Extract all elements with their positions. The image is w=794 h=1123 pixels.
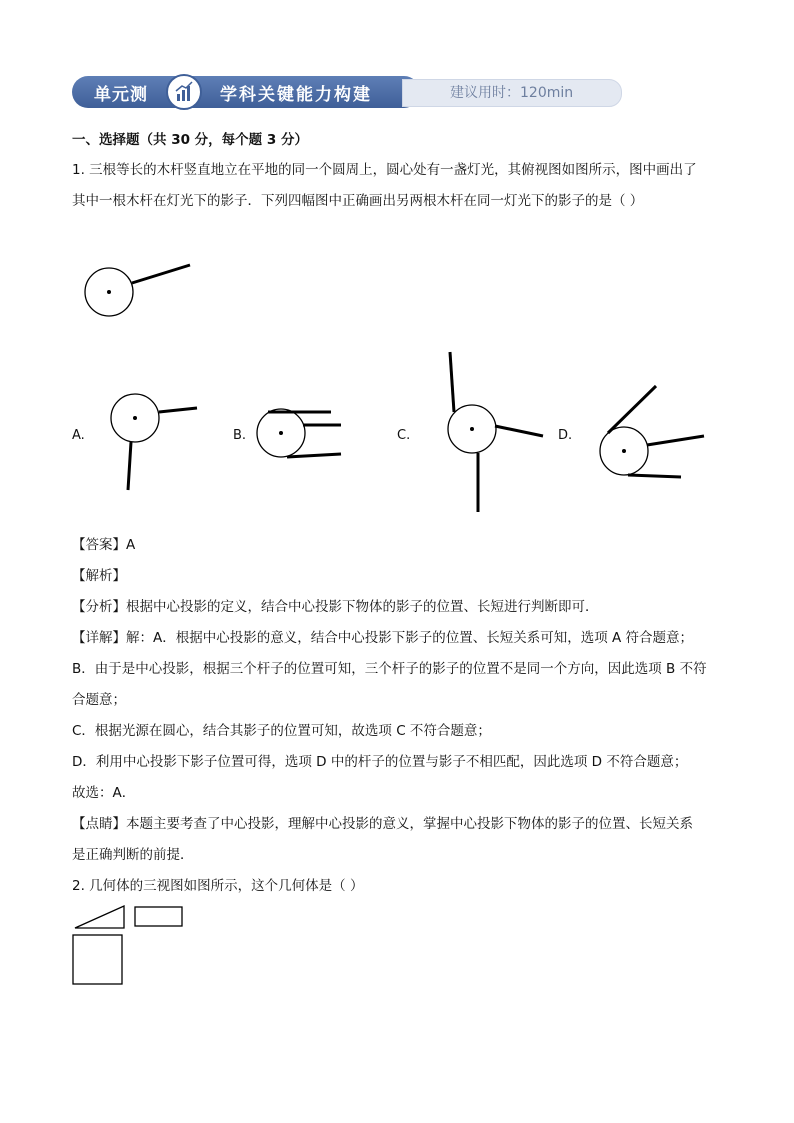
q1-dianjing1: 【点睛】本题主要考查了中心投影，理解中心投影的意义，掌握中心投影下物体的影子的位置、长短关系 <box>72 816 693 832</box>
option-c-figure <box>448 352 543 512</box>
option-b-figure <box>257 409 341 457</box>
q1-c-line: C．根据光源在圆心，结合其影子的位置可知，故选项 C 不符合题意； <box>72 723 491 739</box>
reference-figure <box>85 265 190 316</box>
q1-dianjing2: 是正确判断的前提． <box>72 847 194 863</box>
q1-b-line2: 合题意； <box>72 692 126 708</box>
q2-three-view-figure <box>73 906 182 984</box>
q1-xiangjie: 【详解】解：A．根据中心投影的意义，结合中心投影下影子的位置、长短关系可知，选项 A 符合题意； <box>72 630 694 646</box>
section-heading: 一、选择题（共 30 分，每个题 3 分） <box>72 132 308 148</box>
option-a-label[interactable]: A. <box>72 428 85 443</box>
q1-b-line1: B．由于是中心投影，根据三个杆子的位置可知，三个杆子的影子的位置不是同一个方向，因此选项 B 不符 <box>72 661 707 677</box>
q2-line1: 2. 几何体的三视图如图所示，这个几何体是（ ） <box>72 878 364 894</box>
option-d-label[interactable]: D. <box>558 428 573 443</box>
q1-d-line: D．利用中心投影下影子位置可得，选项 D 中的杆子的位置与影子不相匹配，因此选项 D 不符合题意； <box>72 754 688 770</box>
q1-choose: 故选：A． <box>72 785 136 801</box>
q1-line1: 1. 三根等长的木杆竖直地立在平地的同一个圆周上，圆心处有一盏灯光，其俯视图如图所示，图中画出了 <box>72 162 697 178</box>
option-c-label[interactable]: C. <box>397 428 411 443</box>
banner-unit-label: 单元测 <box>94 85 148 105</box>
option-b-label[interactable]: B. <box>233 428 247 443</box>
option-a-figure <box>111 394 197 490</box>
banner-title: 学科关键能力构建 <box>220 85 372 105</box>
option-d-figure <box>600 386 704 477</box>
banner-time: 建议用时：120min <box>450 85 574 101</box>
q1-analysis-tag: 【解析】 <box>72 568 126 584</box>
q1-fenxi: 【分析】根据中心投影的定义，结合中心投影下物体的影子的位置、长短进行判断即可． <box>72 599 599 615</box>
q1-line2: 其中一根木杆在灯光下的影子．下列四幅图中正确画出另两根木杆在同一灯光下的影子的是（ ） <box>72 193 644 209</box>
q1-answer: 【答案】A <box>72 537 136 553</box>
